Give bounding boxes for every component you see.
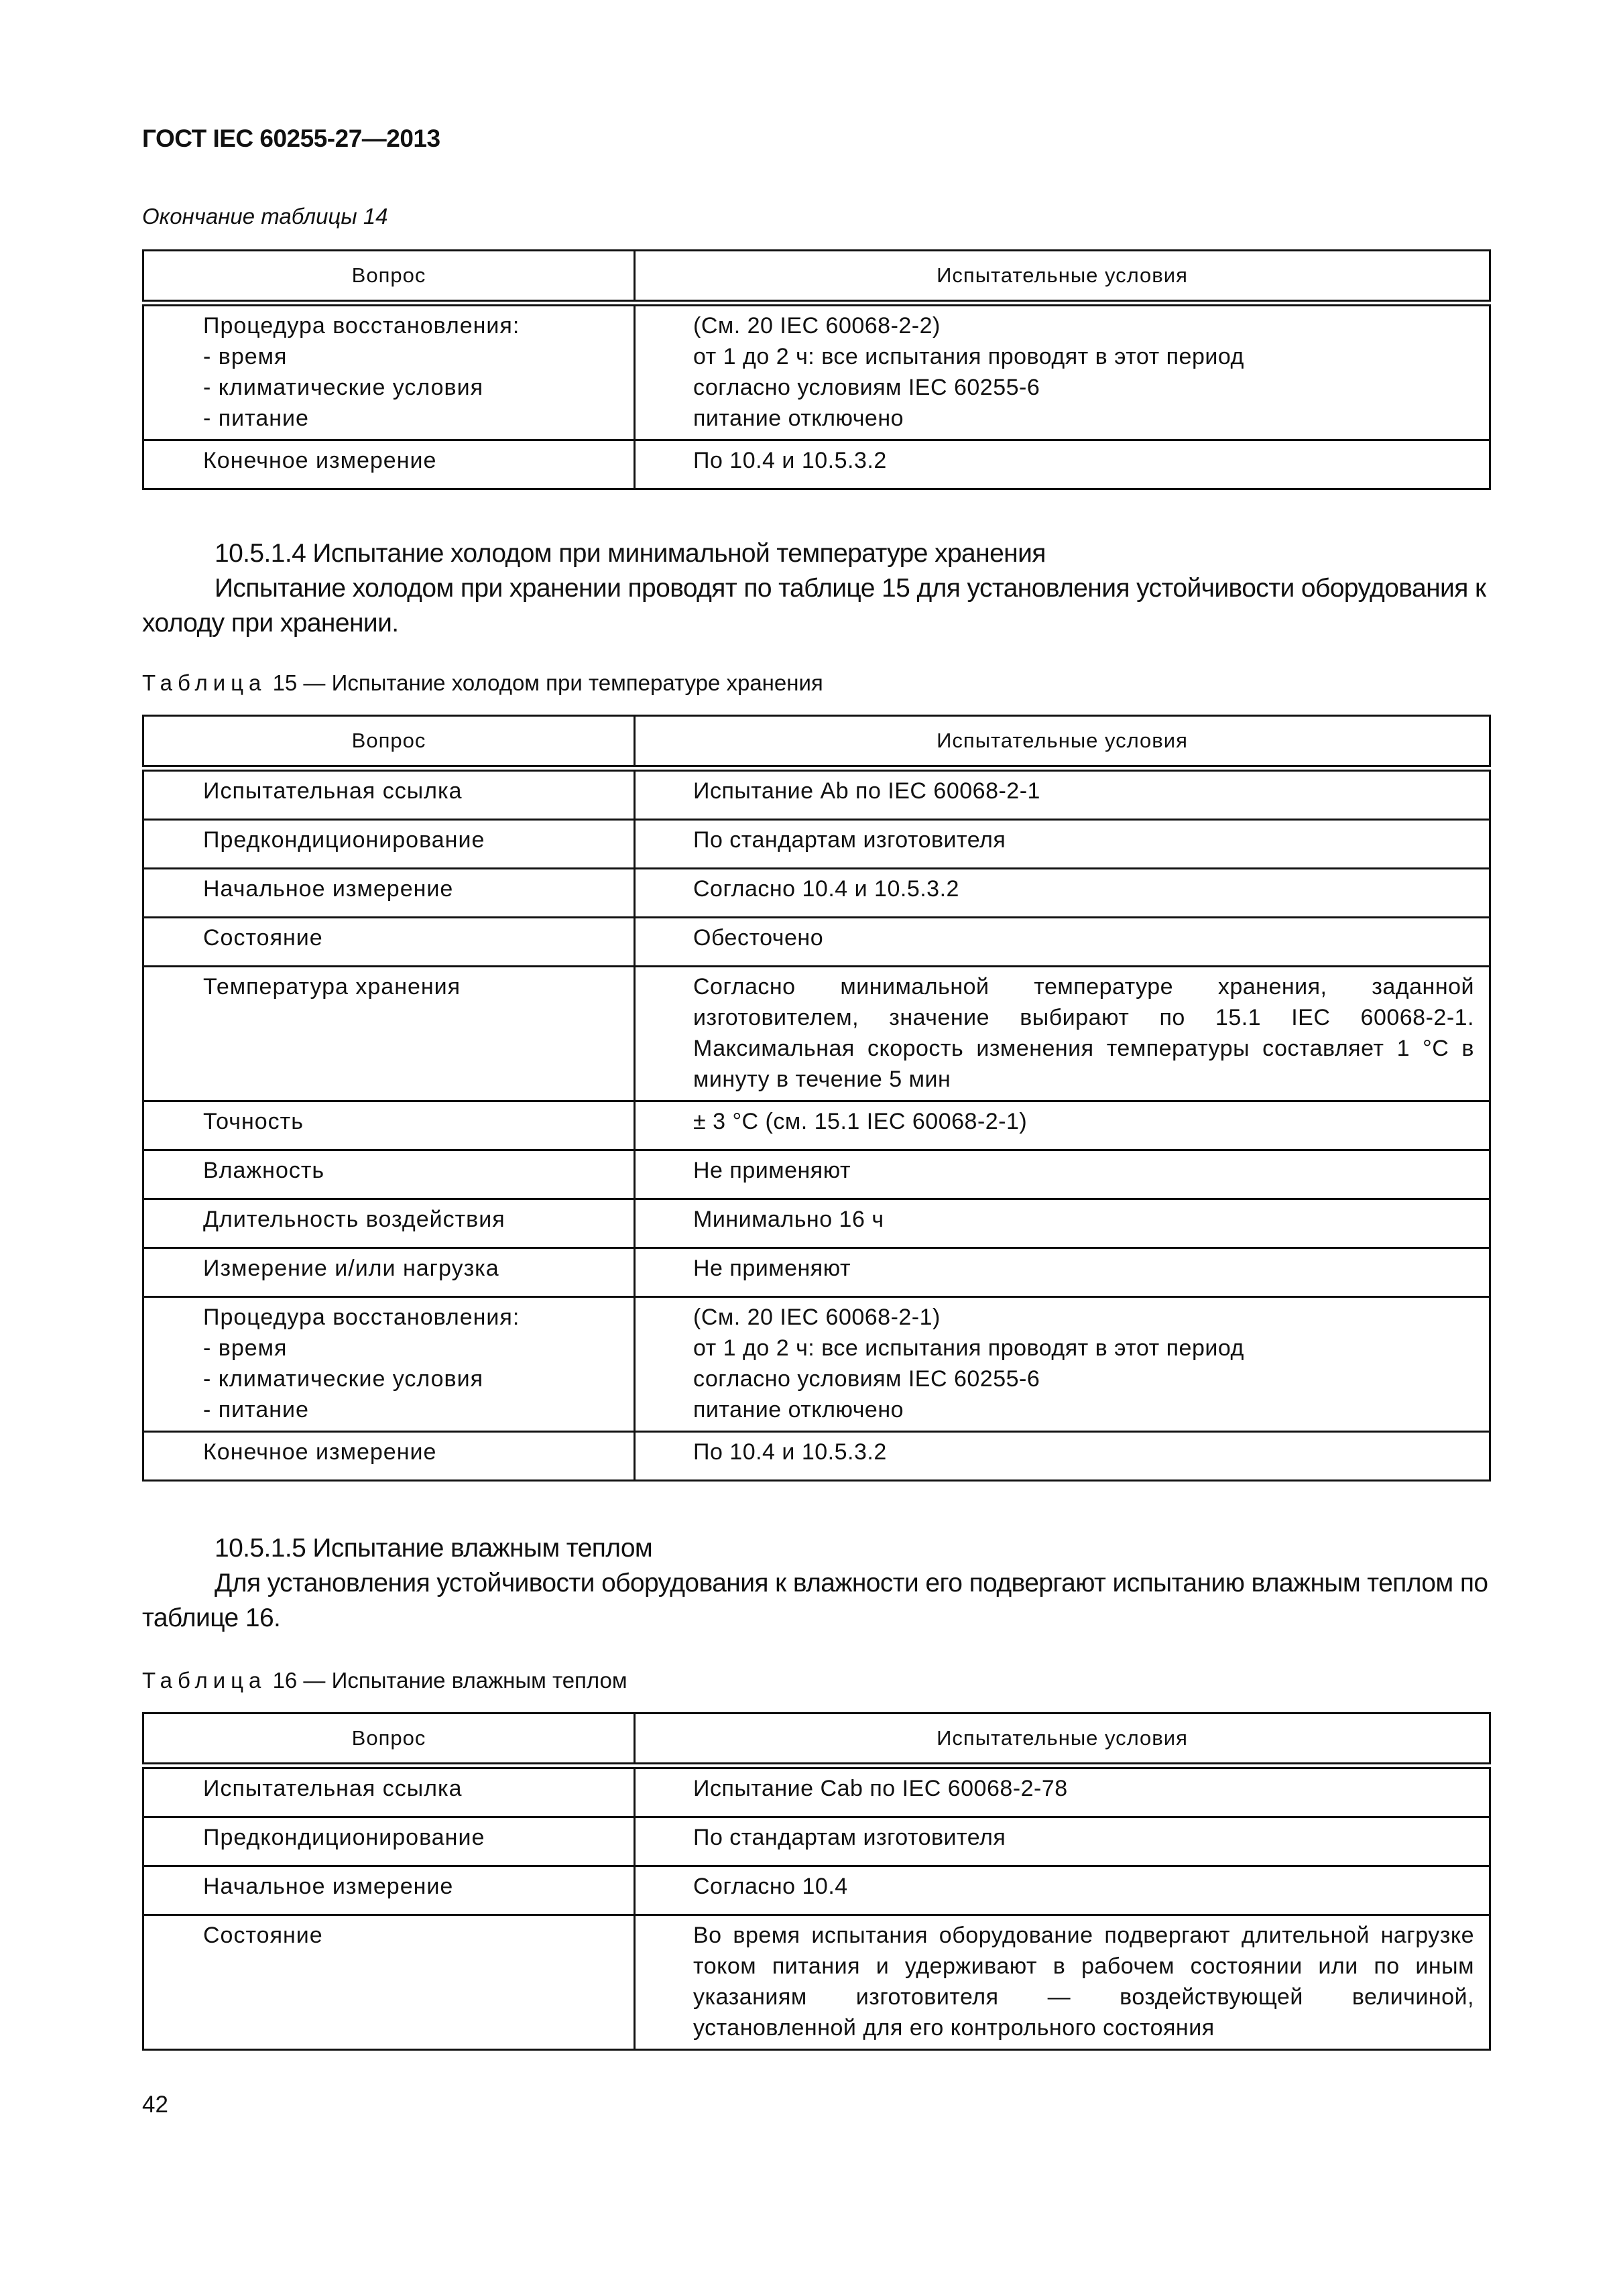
page-number: 42 <box>142 2092 168 2118</box>
table-caption-text: 15 — Испытание холодом при температуре хранения <box>272 670 823 695</box>
cell-line: Процедура восстановления: <box>203 313 520 339</box>
section-heading: 10.5.1.5 Испытание влажным теплом <box>215 1534 653 1563</box>
question-cell <box>143 820 635 869</box>
cell-line: питание отключено <box>693 1397 904 1423</box>
conditions-cell <box>635 1101 1490 1150</box>
cell-line: - питание <box>203 1397 309 1423</box>
cell-line: Процедура восстановления: <box>203 1305 520 1330</box>
cell-line: Испытательная ссылка <box>203 778 463 804</box>
conditions-cell <box>635 1766 1490 1817</box>
conditions-cell <box>635 303 1490 440</box>
question-cell <box>143 869 635 918</box>
section-paragraph: Для установления устойчивости оборудования к влажности его подвергают испытанию влажным теплом по таблице 16. <box>142 1569 1488 1632</box>
column-header-question: Вопрос <box>143 716 635 769</box>
question-cell <box>143 1432 635 1481</box>
document-header: ГОСТ IEC 60255-27—2013 <box>142 125 440 152</box>
table-row <box>143 768 1490 820</box>
conditions-cell <box>635 1817 1490 1866</box>
conditions-cell <box>635 820 1490 869</box>
table-row <box>143 1817 1490 1866</box>
conditions-cell <box>635 1432 1490 1481</box>
conditions-cell <box>635 1915 1490 2050</box>
column-header-conditions: Испытательные условия <box>635 716 1490 769</box>
cell-line: Испытательная ссылка <box>203 1776 463 1801</box>
cell-line: (См. 20 IEC 60068-2-2) <box>693 313 941 339</box>
question-cell <box>143 1101 635 1150</box>
section-paragraph: Испытание холодом при хранении проводят по таблице 15 для установления устойчивости оборудования к холоду при хранении. <box>142 574 1486 638</box>
cell-line: Во время испытания оборудование подвергают длительной нагрузке током питания и удерживают в рабочем состоянии или по иным указаниям изготовителя — воздействующей величиной, установленной для его контрольного состояния <box>693 1923 1474 2041</box>
question-cell <box>143 768 635 820</box>
table-caption-text: 16 — Испытание влажным теплом <box>272 1668 627 1693</box>
conditions-cell <box>635 440 1490 489</box>
conditions-cell <box>635 967 1490 1101</box>
cell-line: - время <box>203 344 288 369</box>
section-10515 <box>142 1531 1490 1636</box>
cell-line: ± 3 °С (см. 15.1 IEC 60068-2-1) <box>693 1109 1028 1134</box>
cell-line: По 10.4 и 10.5.3.2 <box>693 448 887 473</box>
cell-line: Точность <box>203 1109 304 1134</box>
cell-line: Начальное измерение <box>203 876 454 902</box>
table-row <box>143 1432 1490 1481</box>
table-row <box>143 303 1490 440</box>
table-caption-label: Таблица <box>142 1668 267 1693</box>
conditions-cell <box>635 1150 1490 1199</box>
table-15 <box>142 715 1491 1482</box>
table-row <box>143 1101 1490 1150</box>
table-row <box>143 1150 1490 1199</box>
question-cell <box>143 303 635 440</box>
table-14-end <box>142 249 1491 490</box>
table-row <box>143 1199 1490 1248</box>
table-row <box>143 967 1490 1101</box>
cell-line: Конечное измерение <box>203 448 437 473</box>
cell-line: Состояние <box>203 925 323 951</box>
table-16 <box>142 1712 1491 2051</box>
cell-line: - климатические условия <box>203 1366 484 1392</box>
cell-line: По 10.4 и 10.5.3.2 <box>693 1439 887 1465</box>
table-caption-label: Таблица <box>142 670 267 695</box>
cell-line: Согласно 10.4 и 10.5.3.2 <box>693 876 959 902</box>
table15-caption <box>142 670 823 696</box>
table16-caption <box>142 1668 627 1693</box>
cell-line: Состояние <box>203 1923 323 1948</box>
column-header-conditions: Испытательные условия <box>635 251 1490 304</box>
cell-line: Начальное измерение <box>203 1874 454 1899</box>
question-cell <box>143 1915 635 2050</box>
cell-line: Обесточено <box>693 925 824 951</box>
cell-line: Влажность <box>203 1158 325 1183</box>
column-header-conditions: Испытательные условия <box>635 1713 1490 1766</box>
cell-line: Испытание Ab по IEC 60068-2-1 <box>693 778 1040 804</box>
cell-line: - питание <box>203 406 309 431</box>
conditions-cell <box>635 768 1490 820</box>
cell-line: Минимально 16 ч <box>693 1207 884 1232</box>
cell-line: согласно условиям IEC 60255-6 <box>693 1366 1040 1392</box>
question-cell <box>143 918 635 967</box>
question-cell <box>143 1150 635 1199</box>
cell-line: Предкондиционирование <box>203 1825 485 1850</box>
cell-line: Согласно минимальной температуре хранения, заданной изготовителем, значение выбирают по 15.1 IEC 60068-2-1. Максимальная скорость изменения температуры составляет 1 °С в минуту в течение 5 мин <box>693 974 1474 1092</box>
section-10514 <box>142 536 1490 641</box>
cell-line: - время <box>203 1335 288 1361</box>
question-cell <box>143 1817 635 1866</box>
cell-line: - климатические условия <box>203 375 484 400</box>
cell-line: Согласно 10.4 <box>693 1874 848 1899</box>
cell-line: Не применяют <box>693 1158 851 1183</box>
cell-line: Температура хранения <box>203 974 461 1000</box>
table-row <box>143 1866 1490 1915</box>
table-row <box>143 1248 1490 1297</box>
cell-line: Не применяют <box>693 1256 851 1281</box>
table-row <box>143 918 1490 967</box>
cell-line: согласно условиям IEC 60255-6 <box>693 375 1040 400</box>
cell-line: от 1 до 2 ч: все испытания проводят в этот период <box>693 344 1244 369</box>
cell-line: Конечное измерение <box>203 1439 437 1465</box>
conditions-cell <box>635 869 1490 918</box>
table-row <box>143 1915 1490 2050</box>
table-row <box>143 869 1490 918</box>
cell-line: По стандартам изготовителя <box>693 1825 1006 1850</box>
cell-line: питание отключено <box>693 406 904 431</box>
cell-line: (См. 20 IEC 60068-2-1) <box>693 1305 941 1330</box>
cell-line: от 1 до 2 ч: все испытания проводят в этот период <box>693 1335 1244 1361</box>
question-cell <box>143 1766 635 1817</box>
question-cell <box>143 967 635 1101</box>
question-cell <box>143 440 635 489</box>
question-cell <box>143 1866 635 1915</box>
section-heading: 10.5.1.4 Испытание холодом при минимальной температуре хранения <box>215 539 1046 568</box>
table-row <box>143 820 1490 869</box>
cell-line: Предкондиционирование <box>203 827 485 853</box>
conditions-cell <box>635 1866 1490 1915</box>
cell-line: Длительность воздействия <box>203 1207 505 1232</box>
cell-line: Измерение и/или нагрузка <box>203 1256 499 1281</box>
table-row <box>143 1297 1490 1432</box>
cell-line: Испытание Cab по IEC 60068-2-78 <box>693 1776 1068 1801</box>
column-header-question: Вопрос <box>143 1713 635 1766</box>
cell-line: По стандартам изготовителя <box>693 827 1006 853</box>
conditions-cell <box>635 1297 1490 1432</box>
question-cell <box>143 1248 635 1297</box>
conditions-cell <box>635 1199 1490 1248</box>
question-cell <box>143 1199 635 1248</box>
table14-continuation-caption: Окончание таблицы 14 <box>142 204 388 229</box>
table-row <box>143 1766 1490 1817</box>
conditions-cell <box>635 1248 1490 1297</box>
table-row <box>143 440 1490 489</box>
column-header-question: Вопрос <box>143 251 635 304</box>
conditions-cell <box>635 918 1490 967</box>
question-cell <box>143 1297 635 1432</box>
